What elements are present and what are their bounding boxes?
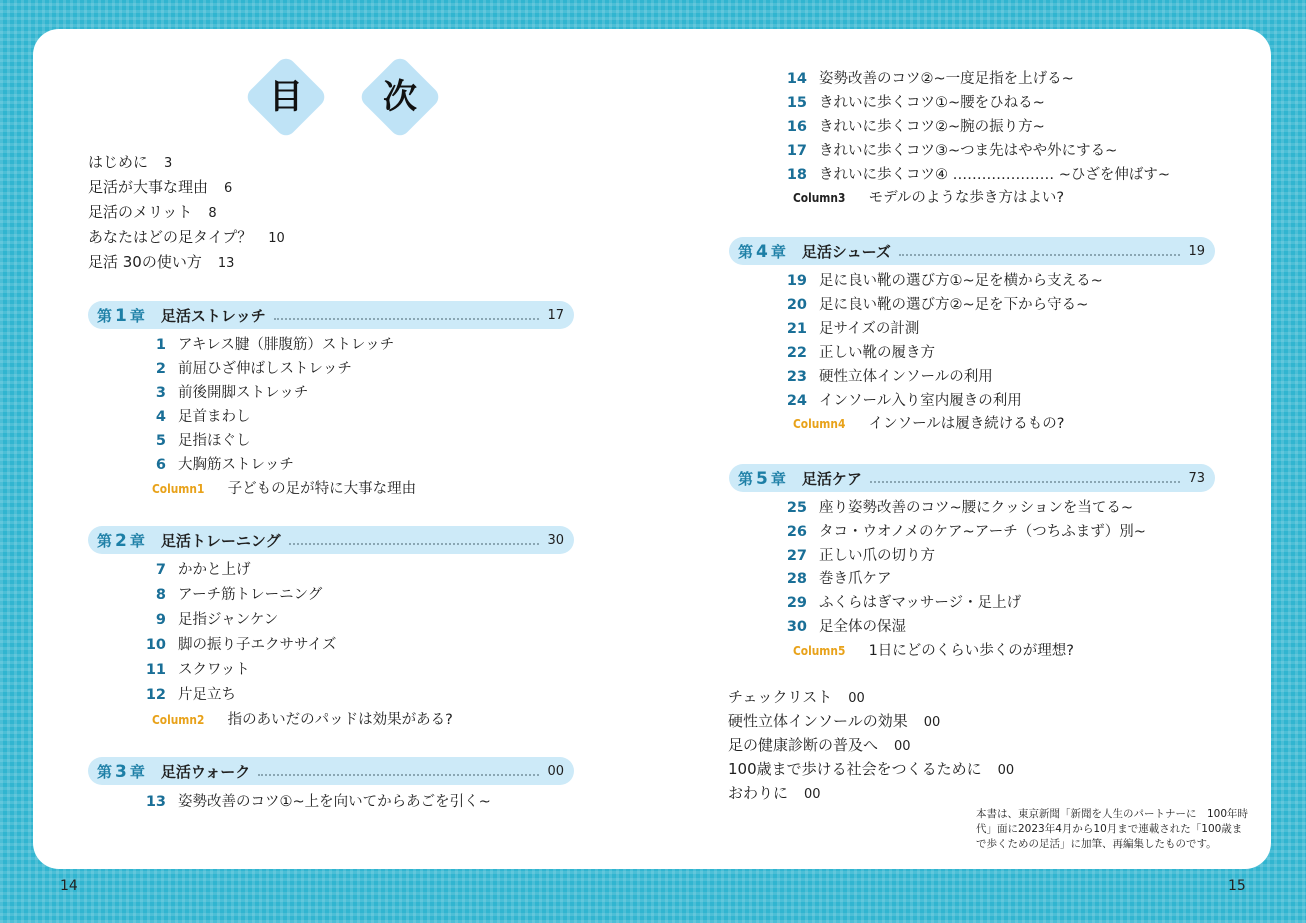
toc-entry[interactable]: 4 足首まわし bbox=[155, 409, 251, 425]
chapter-page: 19 bbox=[1188, 243, 1205, 259]
toc-entry[interactable]: 28 巻き爪ケア bbox=[786, 571, 892, 587]
toc-entry[interactable]: 9 足指ジャンケン bbox=[155, 612, 279, 628]
toc-entry[interactable]: 18 きれいに歩くコツ④ ………………… ~ひざを伸ばす~ bbox=[786, 167, 1171, 183]
column-entry[interactable]: Column4 インソールは履き続けるもの? bbox=[793, 416, 1065, 432]
chapter-2-header[interactable] bbox=[88, 526, 574, 554]
leader-dots bbox=[258, 766, 539, 776]
chapter-title: 足活トレーニング bbox=[160, 531, 281, 550]
page-number-left: 14 bbox=[60, 878, 78, 894]
toc-entry[interactable]: 19 足に良い靴の選び方①~足を横から支える~ bbox=[786, 273, 1103, 289]
chapter-label: 第 5 章 bbox=[738, 468, 786, 489]
toc-entry[interactable]: 27 正しい爪の切り方 bbox=[786, 548, 935, 564]
front-item[interactable]: 足活が大事な理由 6 bbox=[88, 178, 233, 196]
back-item[interactable]: おわりに 00 bbox=[728, 784, 821, 802]
column-entry[interactable]: Column3 モデルのような歩き方はよい? bbox=[793, 190, 1065, 206]
chapter-1-header[interactable] bbox=[88, 301, 574, 329]
column-entry[interactable]: Column2 指のあいだのパッドは効果がある? bbox=[152, 712, 453, 728]
toc-entry[interactable]: 3 前後開脚ストレッチ bbox=[155, 385, 309, 401]
page-number-right: 15 bbox=[1228, 878, 1246, 894]
title-char-moku: 目 bbox=[269, 77, 303, 117]
toc-entry[interactable]: 24 インソール入り室内履きの利用 bbox=[786, 393, 1022, 409]
toc-entry[interactable]: 20 足に良い靴の選び方②~足を下から守る~ bbox=[786, 297, 1089, 313]
toc-entry[interactable]: 25 座り姿勢改善のコツ~腰にクッションを当てる~ bbox=[786, 500, 1134, 516]
leader-dots bbox=[274, 310, 540, 320]
toc-entry[interactable]: 7 かかと上げ bbox=[155, 562, 251, 578]
chapter-title: 足活ケア bbox=[801, 469, 862, 488]
toc-entry[interactable]: 17 きれいに歩くコツ③~つま先はやや外にする~ bbox=[786, 143, 1118, 159]
chapter-label: 第 4 章 bbox=[738, 241, 786, 262]
leader-dots bbox=[899, 246, 1181, 256]
publication-note: 本書は、東京新聞「新聞を人生のパートナーに 100年時代」面に2023年4月から10月まで連載された「100歳まで歩くための足活」に加筆、再編集したものです。 bbox=[976, 808, 1249, 850]
toc-entry[interactable]: 10 脚の振り子エクササイズ bbox=[145, 637, 337, 653]
leader-dots bbox=[289, 535, 540, 545]
leader-dots bbox=[870, 473, 1181, 483]
toc-entry[interactable]: 1 アキレス腱（腓腹筋）ストレッチ bbox=[155, 337, 395, 353]
chapter-label: 第 2 章 bbox=[97, 530, 145, 551]
chapter-title: 足活ウォーク bbox=[160, 762, 251, 781]
toc-entry[interactable]: 21 足サイズの計測 bbox=[786, 321, 920, 337]
back-item[interactable]: チェックリスト 00 bbox=[728, 688, 865, 706]
toc-entry[interactable]: 26 タコ・ウオノメのケア~アーチ（つちふまず）別~ bbox=[786, 524, 1146, 540]
front-item[interactable]: あなたはどの足タイプ？ 10 bbox=[88, 228, 285, 246]
toc-entry[interactable]: 14 姿勢改善のコツ②~一度足指を上げる~ bbox=[786, 71, 1074, 87]
toc-entry[interactable]: 13 姿勢改善のコツ①~上を向いてからあごを引く~ bbox=[145, 794, 491, 810]
toc-entry[interactable]: 8 アーチ筋トレーニング bbox=[155, 587, 323, 603]
toc-entry[interactable]: 16 きれいに歩くコツ②~腕の振り方~ bbox=[786, 119, 1045, 135]
toc-entry[interactable]: 11 スクワット bbox=[145, 662, 250, 678]
front-item[interactable]: 足活のメリット 8 bbox=[88, 203, 217, 221]
toc-entry[interactable]: 2 前屈ひざ伸ばしストレッチ bbox=[155, 361, 352, 377]
toc-entry[interactable]: 30 足全体の保湿 bbox=[786, 619, 906, 635]
chapter-label: 第 1 章 bbox=[97, 305, 145, 326]
back-item[interactable]: 足の健康診断の普及へ 00 bbox=[728, 736, 911, 754]
toc-entry[interactable]: 5 足指ほぐし bbox=[155, 433, 251, 449]
chapter-label: 第 3 章 bbox=[97, 761, 145, 782]
chapter-title: 足活ストレッチ bbox=[160, 306, 266, 325]
front-item[interactable]: はじめに 3 bbox=[88, 153, 173, 171]
toc-entry[interactable]: 23 硬性立体インソールの利用 bbox=[786, 369, 993, 385]
chapter-3-header[interactable] bbox=[88, 757, 574, 785]
chapter-title: 足活シューズ bbox=[801, 242, 891, 261]
chapter-page: 30 bbox=[547, 532, 564, 548]
back-item[interactable]: 100歳まで歩ける社会をつくるために 00 bbox=[728, 760, 1015, 778]
chapter-5-header[interactable] bbox=[729, 464, 1215, 492]
column-entry[interactable]: Column5 1日にどのくらい歩くのが理想? bbox=[793, 643, 1074, 659]
title-char-ji: 次 bbox=[383, 77, 417, 117]
toc-entry[interactable]: 6 大胸筋ストレッチ bbox=[155, 457, 294, 473]
chapter-page: 00 bbox=[547, 763, 564, 779]
toc-entry[interactable]: 15 きれいに歩くコツ①~腰をひねる~ bbox=[786, 95, 1045, 111]
column-entry[interactable]: Column1 子どもの足が特に大事な理由 bbox=[152, 481, 417, 497]
toc-entry[interactable]: 29 ふくらはぎマッサージ・足上げ bbox=[786, 595, 1022, 611]
chapter-page: 73 bbox=[1188, 470, 1205, 486]
chapter-page: 17 bbox=[547, 307, 564, 323]
chapter-4-header[interactable] bbox=[729, 237, 1215, 265]
front-item[interactable]: 足活 30の使い方 13 bbox=[88, 253, 235, 271]
back-item[interactable]: 硬性立体インソールの効果 00 bbox=[728, 712, 941, 730]
toc-entry[interactable]: 12 片足立ち bbox=[145, 687, 236, 703]
toc-entry[interactable]: 22 正しい靴の履き方 bbox=[786, 345, 935, 361]
